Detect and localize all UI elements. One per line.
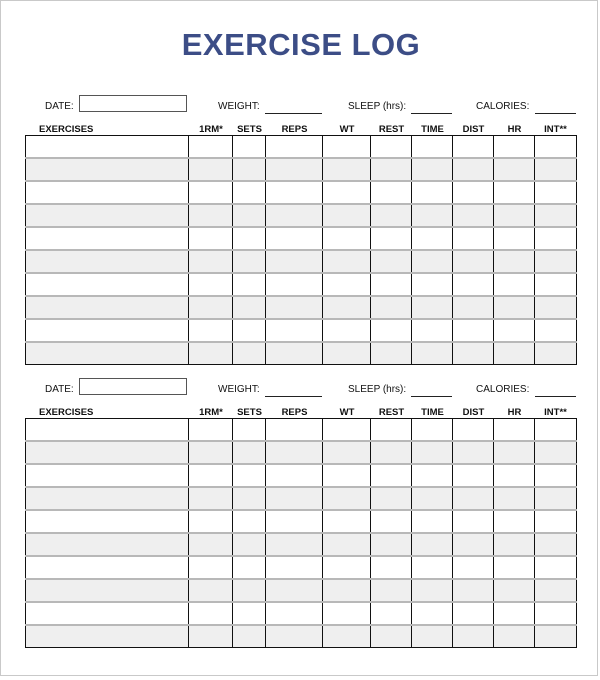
sleep-field[interactable]	[411, 113, 452, 114]
table-cell[interactable]	[233, 510, 266, 533]
table-cell[interactable]	[233, 158, 266, 181]
table-cell[interactable]	[494, 487, 535, 510]
table-cell[interactable]	[453, 625, 494, 648]
table-cell[interactable]	[26, 533, 189, 556]
table-cell[interactable]	[535, 342, 577, 365]
table-cell[interactable]	[233, 342, 266, 365]
table-row	[26, 204, 577, 227]
table-cell[interactable]	[371, 419, 412, 442]
table-cell[interactable]	[494, 625, 535, 648]
table-cell[interactable]	[323, 319, 371, 342]
table-cell[interactable]	[323, 533, 371, 556]
table-cell[interactable]	[453, 136, 494, 159]
table-cell[interactable]	[323, 158, 371, 181]
table-cell[interactable]	[453, 533, 494, 556]
table-cell[interactable]	[189, 158, 233, 181]
table-cell[interactable]	[535, 250, 577, 273]
col-header-time: TIME	[421, 124, 444, 135]
table-cell[interactable]	[266, 273, 323, 296]
date-label: DATE:	[45, 101, 74, 112]
table-cell[interactable]	[189, 419, 233, 442]
date-field[interactable]	[79, 378, 187, 395]
table-row	[26, 319, 577, 342]
table-cell[interactable]	[266, 250, 323, 273]
table-cell[interactable]	[371, 273, 412, 296]
table-cell[interactable]	[535, 227, 577, 250]
table-cell[interactable]	[323, 136, 371, 159]
table-cell[interactable]	[266, 441, 323, 464]
table-cell[interactable]	[371, 602, 412, 625]
table-cell[interactable]	[412, 625, 453, 648]
table-cell[interactable]	[371, 296, 412, 319]
table-cell[interactable]	[494, 556, 535, 579]
table-cell[interactable]	[535, 556, 577, 579]
table-cell[interactable]	[323, 250, 371, 273]
table-cell[interactable]	[26, 273, 189, 296]
table-cell[interactable]	[412, 441, 453, 464]
sleep-label: SLEEP (hrs):	[348, 101, 407, 112]
table-cell[interactable]	[535, 464, 577, 487]
table-cell[interactable]	[189, 579, 233, 602]
exercise-table	[25, 418, 577, 648]
table-cell[interactable]	[233, 464, 266, 487]
table-cell[interactable]	[233, 273, 266, 296]
table-cell[interactable]	[453, 441, 494, 464]
table-cell[interactable]	[26, 319, 189, 342]
table-cell[interactable]	[233, 296, 266, 319]
table-cell[interactable]	[412, 342, 453, 365]
table-cell[interactable]	[189, 273, 233, 296]
table-cell[interactable]	[189, 136, 233, 159]
col-header-wt: WT	[339, 124, 355, 135]
exercise-table	[25, 135, 577, 365]
table-cell[interactable]	[412, 602, 453, 625]
table-cell[interactable]	[412, 510, 453, 533]
table-cell[interactable]	[412, 250, 453, 273]
table-cell[interactable]	[494, 136, 535, 159]
col-header-exercises: EXERCISES	[39, 407, 94, 418]
date-label: DATE:	[45, 384, 74, 395]
table-row	[26, 602, 577, 625]
table-cell[interactable]	[412, 204, 453, 227]
table-cell[interactable]	[189, 250, 233, 273]
table-cell[interactable]	[189, 464, 233, 487]
calories-field[interactable]	[535, 396, 576, 397]
table-cell[interactable]	[189, 487, 233, 510]
table-cell[interactable]	[189, 319, 233, 342]
table-cell[interactable]	[412, 556, 453, 579]
table-cell[interactable]	[453, 296, 494, 319]
table-cell[interactable]	[189, 556, 233, 579]
table-cell[interactable]	[266, 319, 323, 342]
table-cell[interactable]	[266, 602, 323, 625]
table-cell[interactable]	[453, 487, 494, 510]
table-cell[interactable]	[323, 602, 371, 625]
table-cell[interactable]	[494, 296, 535, 319]
table-cell[interactable]	[412, 533, 453, 556]
table-row	[26, 625, 577, 648]
table-cell[interactable]	[26, 342, 189, 365]
table-cell[interactable]	[266, 158, 323, 181]
table-cell[interactable]	[371, 181, 412, 204]
table-cell[interactable]	[266, 579, 323, 602]
table-cell[interactable]	[26, 204, 189, 227]
table-cell[interactable]	[233, 136, 266, 159]
table-row	[26, 250, 577, 273]
table-cell[interactable]	[453, 227, 494, 250]
table-cell[interactable]	[26, 181, 189, 204]
table-cell[interactable]	[26, 510, 189, 533]
table-row	[26, 296, 577, 319]
table-row	[26, 181, 577, 204]
col-header-1rm: 1RM*	[199, 124, 223, 135]
col-header-rest: REST	[378, 407, 405, 418]
table-cell[interactable]	[371, 487, 412, 510]
table-cell[interactable]	[26, 419, 189, 442]
table-cell[interactable]	[412, 296, 453, 319]
table-cell[interactable]	[412, 227, 453, 250]
table-cell[interactable]	[323, 556, 371, 579]
table-cell[interactable]	[233, 181, 266, 204]
table-cell[interactable]	[323, 227, 371, 250]
table-cell[interactable]	[494, 342, 535, 365]
table-cell[interactable]	[535, 579, 577, 602]
table-cell[interactable]	[266, 556, 323, 579]
col-header-reps: REPS	[281, 124, 308, 135]
table-cell[interactable]	[494, 250, 535, 273]
table-cell[interactable]	[266, 227, 323, 250]
table-cell[interactable]	[453, 181, 494, 204]
table-cell[interactable]	[412, 579, 453, 602]
table-cell[interactable]	[189, 510, 233, 533]
table-cell[interactable]	[26, 579, 189, 602]
table-cell[interactable]	[233, 487, 266, 510]
table-cell[interactable]	[189, 533, 233, 556]
weight-label: WEIGHT:	[218, 384, 260, 395]
table-row	[26, 487, 577, 510]
table-cell[interactable]	[323, 419, 371, 442]
table-cell[interactable]	[189, 296, 233, 319]
table-cell[interactable]	[535, 136, 577, 159]
table-cell[interactable]	[535, 181, 577, 204]
table-cell[interactable]	[233, 556, 266, 579]
table-cell[interactable]	[535, 602, 577, 625]
table-cell[interactable]	[453, 510, 494, 533]
calories-field[interactable]	[535, 113, 576, 114]
col-header-int: INT**	[544, 124, 567, 135]
col-header-dist: DIST	[462, 407, 485, 418]
table-cell[interactable]	[535, 510, 577, 533]
table-cell[interactable]	[233, 227, 266, 250]
table-cell[interactable]	[189, 602, 233, 625]
table-cell[interactable]	[494, 533, 535, 556]
table-row	[26, 579, 577, 602]
table-cell[interactable]	[494, 158, 535, 181]
table-cell[interactable]	[453, 273, 494, 296]
table-cell[interactable]	[535, 273, 577, 296]
table-cell[interactable]	[266, 204, 323, 227]
table-cell[interactable]	[233, 533, 266, 556]
table-cell[interactable]	[189, 181, 233, 204]
table-cell[interactable]	[233, 602, 266, 625]
table-row	[26, 510, 577, 533]
table-cell[interactable]	[26, 227, 189, 250]
table-cell[interactable]	[371, 441, 412, 464]
table-cell[interactable]	[26, 464, 189, 487]
table-cell[interactable]	[371, 227, 412, 250]
table-cell[interactable]	[323, 296, 371, 319]
sleep-label: SLEEP (hrs):	[348, 384, 407, 395]
table-row	[26, 227, 577, 250]
table-cell[interactable]	[371, 250, 412, 273]
table-row	[26, 464, 577, 487]
table-cell[interactable]	[453, 464, 494, 487]
table-cell[interactable]	[494, 227, 535, 250]
table-cell[interactable]	[189, 625, 233, 648]
table-cell[interactable]	[453, 419, 494, 442]
table-row	[26, 342, 577, 365]
table-cell[interactable]	[189, 342, 233, 365]
table-row	[26, 136, 577, 159]
table-cell[interactable]	[494, 319, 535, 342]
table-cell[interactable]	[266, 181, 323, 204]
table-cell[interactable]	[453, 556, 494, 579]
col-header-exercises: EXERCISES	[39, 124, 94, 135]
col-header-sets: SETS	[237, 407, 262, 418]
table-cell[interactable]	[323, 342, 371, 365]
table-cell[interactable]	[494, 464, 535, 487]
table-cell[interactable]	[266, 296, 323, 319]
table-cell[interactable]	[233, 625, 266, 648]
table-cell[interactable]	[266, 342, 323, 365]
col-header-1rm: 1RM*	[199, 407, 223, 418]
table-cell[interactable]	[323, 181, 371, 204]
table-cell[interactable]	[535, 533, 577, 556]
table-cell[interactable]	[535, 319, 577, 342]
table-cell[interactable]	[535, 419, 577, 442]
table-cell[interactable]	[26, 296, 189, 319]
table-cell[interactable]	[412, 419, 453, 442]
col-header-hr: HR	[507, 124, 522, 135]
date-field[interactable]	[79, 95, 187, 112]
table-cell[interactable]	[26, 556, 189, 579]
table-cell[interactable]	[494, 602, 535, 625]
table-cell[interactable]	[266, 464, 323, 487]
table-cell[interactable]	[323, 273, 371, 296]
table-cell[interactable]	[494, 273, 535, 296]
table-row	[26, 419, 577, 442]
table-cell[interactable]	[371, 464, 412, 487]
col-header-hr: HR	[507, 407, 522, 418]
table-cell[interactable]	[26, 158, 189, 181]
table-cell[interactable]	[453, 204, 494, 227]
table-cell[interactable]	[453, 342, 494, 365]
table-cell[interactable]	[323, 510, 371, 533]
table-cell[interactable]	[371, 625, 412, 648]
table-cell[interactable]	[371, 319, 412, 342]
table-cell[interactable]	[371, 158, 412, 181]
table-cell[interactable]	[371, 510, 412, 533]
table-cell[interactable]	[26, 441, 189, 464]
calories-label: CALORIES:	[476, 101, 530, 112]
table-cell[interactable]	[323, 441, 371, 464]
table-row	[26, 441, 577, 464]
table-cell[interactable]	[189, 204, 233, 227]
col-header-wt: WT	[339, 407, 355, 418]
table-cell[interactable]	[26, 602, 189, 625]
table-row	[26, 556, 577, 579]
table-cell[interactable]	[371, 136, 412, 159]
table-cell[interactable]	[233, 419, 266, 442]
table-cell[interactable]	[412, 319, 453, 342]
calories-label: CALORIES:	[476, 384, 530, 395]
table-cell[interactable]	[494, 419, 535, 442]
table-cell[interactable]	[371, 579, 412, 602]
table-cell[interactable]	[323, 625, 371, 648]
table-cell[interactable]	[535, 487, 577, 510]
table-cell[interactable]	[412, 487, 453, 510]
weight-field[interactable]	[265, 396, 322, 397]
table-cell[interactable]	[233, 441, 266, 464]
page-title: EXERCISE LOG	[181, 27, 421, 62]
table-cell[interactable]	[371, 533, 412, 556]
table-cell[interactable]	[494, 510, 535, 533]
weight-label: WEIGHT:	[218, 101, 260, 112]
table-cell[interactable]	[494, 579, 535, 602]
table-cell[interactable]	[371, 204, 412, 227]
table-cell[interactable]	[189, 227, 233, 250]
table-row	[26, 158, 577, 181]
col-header-reps: REPS	[281, 407, 308, 418]
table-row	[26, 273, 577, 296]
table-cell[interactable]	[494, 181, 535, 204]
col-header-time: TIME	[421, 407, 444, 418]
table-cell[interactable]	[535, 625, 577, 648]
table-cell[interactable]	[266, 625, 323, 648]
table-cell[interactable]	[535, 296, 577, 319]
table-cell[interactable]	[371, 556, 412, 579]
table-cell[interactable]	[266, 136, 323, 159]
col-header-rest: REST	[378, 124, 405, 135]
table-cell[interactable]	[453, 319, 494, 342]
col-header-sets: SETS	[237, 124, 262, 135]
table-cell[interactable]	[453, 158, 494, 181]
table-cell[interactable]	[26, 250, 189, 273]
table-cell[interactable]	[233, 250, 266, 273]
col-header-dist: DIST	[462, 124, 485, 135]
table-cell[interactable]	[453, 602, 494, 625]
table-cell[interactable]	[189, 441, 233, 464]
table-cell[interactable]	[266, 419, 323, 442]
table-cell[interactable]	[26, 625, 189, 648]
table-cell[interactable]	[323, 579, 371, 602]
table-cell[interactable]	[453, 250, 494, 273]
table-cell[interactable]	[266, 510, 323, 533]
table-cell[interactable]	[323, 487, 371, 510]
table-cell[interactable]	[412, 181, 453, 204]
table-cell[interactable]	[412, 158, 453, 181]
weight-field[interactable]	[265, 113, 322, 114]
table-cell[interactable]	[323, 464, 371, 487]
table-cell[interactable]	[233, 204, 266, 227]
table-cell[interactable]	[233, 579, 266, 602]
table-cell[interactable]	[26, 487, 189, 510]
table-cell[interactable]	[412, 273, 453, 296]
col-header-int: INT**	[544, 407, 567, 418]
table-cell[interactable]	[494, 204, 535, 227]
table-cell[interactable]	[323, 204, 371, 227]
table-cell[interactable]	[535, 441, 577, 464]
table-cell[interactable]	[535, 158, 577, 181]
table-cell[interactable]	[26, 136, 189, 159]
table-cell[interactable]	[266, 533, 323, 556]
table-cell[interactable]	[494, 441, 535, 464]
table-row	[26, 533, 577, 556]
table-cell[interactable]	[412, 136, 453, 159]
table-cell[interactable]	[371, 342, 412, 365]
table-cell[interactable]	[233, 319, 266, 342]
table-cell[interactable]	[266, 487, 323, 510]
table-cell[interactable]	[453, 579, 494, 602]
table-cell[interactable]	[535, 204, 577, 227]
table-cell[interactable]	[412, 464, 453, 487]
sleep-field[interactable]	[411, 396, 452, 397]
